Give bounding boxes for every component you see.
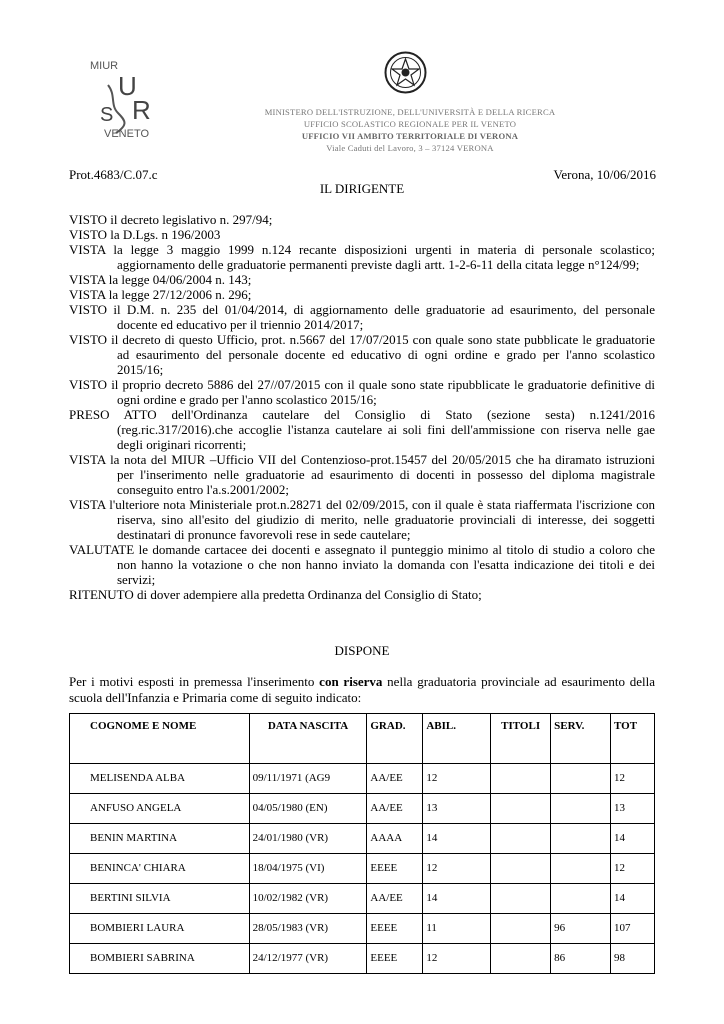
logo-label-top: MIUR	[90, 60, 119, 72]
col-header-birthdate: DATA NASCITA	[249, 714, 367, 764]
cell-birthdate: 09/11/1971 (AG9	[249, 764, 367, 794]
cell-grad: EEEE	[367, 854, 423, 884]
cell-tot: 14	[611, 824, 655, 854]
cell-abil: 12	[423, 854, 491, 884]
cell-tot: 107	[611, 914, 655, 944]
table-row	[70, 944, 655, 974]
cell-birthdate: 24/01/1980 (VR)	[249, 824, 367, 854]
cell-grad: AAAA	[367, 824, 423, 854]
premise-item: VALUTATE le domande cartacee dei docenti e assegnato il punteggio minimo al titolo di studio a coloro che non hanno la votazione o che non hanno inviato la domanda con l'esatta indicazione dei titoli e dei servizi;	[69, 542, 655, 587]
premise-item: VISTA la legge 3 maggio 1999 n.124 recante disposizioni urgenti in materia di personale scolastico; aggiornamento delle graduatorie permanenti previste dagli artt. 1-2-6-11 della citata legge n°124/99;	[69, 242, 655, 272]
header-line-regional-office: UFFICIO SCOLASTICO REGIONALE PER IL VENETO	[303, 119, 517, 129]
premise-item: VISTO il proprio decreto 5886 del 27//07/2015 con il quale sono state ripubblicate le graduatorie definitive di ogni ordine e grado per l'anno scolastico 2015/16;	[69, 377, 655, 407]
table-row	[70, 824, 655, 854]
cell-titoli	[491, 884, 551, 914]
table-row	[70, 764, 655, 794]
logo-label-bottom: VENETO	[104, 128, 150, 140]
document-title: IL DIRIGENTE	[319, 181, 405, 196]
cell-tot: 98	[611, 944, 655, 974]
table-row	[70, 794, 655, 824]
svg-text:S: S	[100, 104, 114, 126]
premise-item: VISTO il D.M. n. 235 del 01/04/2014, di aggiornamento delle graduatorie ad esaurimento, del personale docente ed educativo per il triennio 2014/2017;	[69, 302, 655, 332]
cell-serv: 96	[551, 914, 611, 944]
cell-serv	[551, 854, 611, 884]
premise-item: VISTA la legge 27/12/2006 n. 296;	[69, 287, 252, 302]
premise-item: VISTA la legge 04/06/2004 n. 143;	[69, 272, 252, 287]
cell-titoli	[491, 764, 551, 794]
cell-birthdate: 10/02/1982 (VR)	[249, 884, 367, 914]
svg-text:R: R	[132, 95, 151, 125]
cell-titoli	[491, 824, 551, 854]
premise-item: VISTA la nota del MIUR –Ufficio VII del Contenzioso-prot.15457 del 20/05/2015 che ha diramato istruzioni per l'inserimento nelle graduatorie ad esaurimento di docenti in possesso del diploma magistrale conseguito entro l'a.s.2001/2002;	[69, 452, 655, 497]
col-header-abil: ABIL.	[423, 714, 491, 764]
table-row	[70, 854, 655, 884]
cell-name: BERTINI SILVIA	[70, 884, 250, 914]
intro-paragraph	[69, 674, 655, 706]
table-row	[70, 884, 655, 914]
cell-titoli	[491, 914, 551, 944]
premise-item: VISTO il decreto di questo Ufficio, prot. n.5667 del 17/07/2015 con quale sono state pubblicate le graduatorie ad esaurimento del personale docente ed educativo di ogni ordine e grado per l'anno scolastico 2015/16;	[69, 332, 655, 377]
cell-titoli	[491, 854, 551, 884]
cell-name: MELISENDA ALBA	[70, 764, 250, 794]
cell-serv	[551, 884, 611, 914]
premise-item: PRESO ATTO dell'Ordinanza cautelare del Consiglio di Stato (sezione sesta) n.1241/2016 (reg.ric.317/2016).che accoglie l'istanza cautelare ai soli fini dell'ammissione con riserva nelle gae degli originari ricorrenti;	[69, 407, 655, 452]
table-row	[70, 914, 655, 944]
cell-serv	[551, 764, 611, 794]
cell-serv	[551, 824, 611, 854]
premise-item: RITENUTO di dover adempiere alla predetta Ordinanza del Consiglio di Stato;	[69, 587, 482, 602]
intro-text: nella graduatoria provinciale ad esaurimento della scuola dell'Infanzia e Primaria come di seguito indicato:	[69, 674, 656, 705]
cell-grad: AA/EE	[367, 794, 423, 824]
premise-item: VISTA l'ulteriore nota Ministeriale prot.n.28271 del 02/09/2015, con il quale è stata riaffermata l'iscrizione con riserva, sino all'esito del giudizio di merito, nelle graduatorie provinciali di interesse, dei soggetti destinatari di pronunce favorevoli rese in sede cautelare;	[69, 497, 655, 542]
col-header-tot: TOT	[611, 714, 655, 764]
cell-grad: EEEE	[367, 944, 423, 974]
cell-name: ANFUSO ANGELA	[70, 794, 250, 824]
intro-emphasis: con riserva	[319, 674, 383, 689]
cell-tot: 12	[611, 764, 655, 794]
cell-abil: 12	[423, 764, 491, 794]
premises-section	[69, 212, 655, 602]
cell-birthdate: 24/12/1977 (VR)	[249, 944, 367, 974]
header-line-ministry: MINISTERO DELL'ISTRUZIONE, DELL'UNIVERSITÀ E DELLA RICERCA	[264, 107, 556, 117]
premise-item: VISTO la D.Lgs. n 196/2003	[69, 227, 221, 242]
cell-grad: EEEE	[367, 914, 423, 944]
premise-item: VISTO il decreto legislativo n. 297/94;	[69, 212, 273, 227]
ranking-table	[69, 713, 655, 974]
intro-text: Per i motivi esposti in premessa l'inserimento	[69, 674, 320, 689]
col-header-name: COGNOME E NOME	[70, 714, 250, 764]
col-header-grad: GRAD.	[367, 714, 423, 764]
miur-veneto-logo	[88, 55, 168, 140]
cell-abil: 14	[423, 824, 491, 854]
dispone-heading: DISPONE	[334, 643, 390, 658]
protocol-number: Prot.4683/C.07.c	[69, 167, 158, 182]
col-header-titoli: TITOLI	[491, 714, 551, 764]
cell-abil: 12	[423, 944, 491, 974]
cell-grad: AA/EE	[367, 764, 423, 794]
cell-serv	[551, 794, 611, 824]
cell-birthdate: 18/04/1975 (VI)	[249, 854, 367, 884]
cell-name: BOMBIERI SABRINA	[70, 944, 250, 974]
cell-serv: 86	[551, 944, 611, 974]
cell-name: BENIN MARTINA	[70, 824, 250, 854]
cell-name: BENINCA' CHIARA	[70, 854, 250, 884]
cell-abil: 13	[423, 794, 491, 824]
header-line-address: Viale Caduti del Lavoro, 3 – 37124 VERONA	[326, 143, 494, 153]
cell-tot: 12	[611, 854, 655, 884]
cell-abil: 14	[423, 884, 491, 914]
cell-tot: 13	[611, 794, 655, 824]
cell-grad: AA/EE	[367, 884, 423, 914]
table-body	[70, 764, 655, 974]
cell-name: BOMBIERI LAURA	[70, 914, 250, 944]
table-header-row	[70, 714, 655, 764]
cell-birthdate: 28/05/1983 (VR)	[249, 914, 367, 944]
cell-birthdate: 04/05/1980 (EN)	[249, 794, 367, 824]
document-date: Verona, 10/06/2016	[553, 167, 656, 182]
cell-abil: 11	[423, 914, 491, 944]
cell-titoli	[491, 794, 551, 824]
header-line-local-office: UFFICIO VII AMBITO TERRITORIALE DI VERONA	[301, 131, 519, 141]
state-emblem	[383, 50, 428, 95]
cell-titoli	[491, 944, 551, 974]
svg-text:U: U	[118, 71, 137, 101]
office-header	[230, 106, 590, 154]
cell-tot: 14	[611, 884, 655, 914]
col-header-serv: SERV.	[551, 714, 611, 764]
